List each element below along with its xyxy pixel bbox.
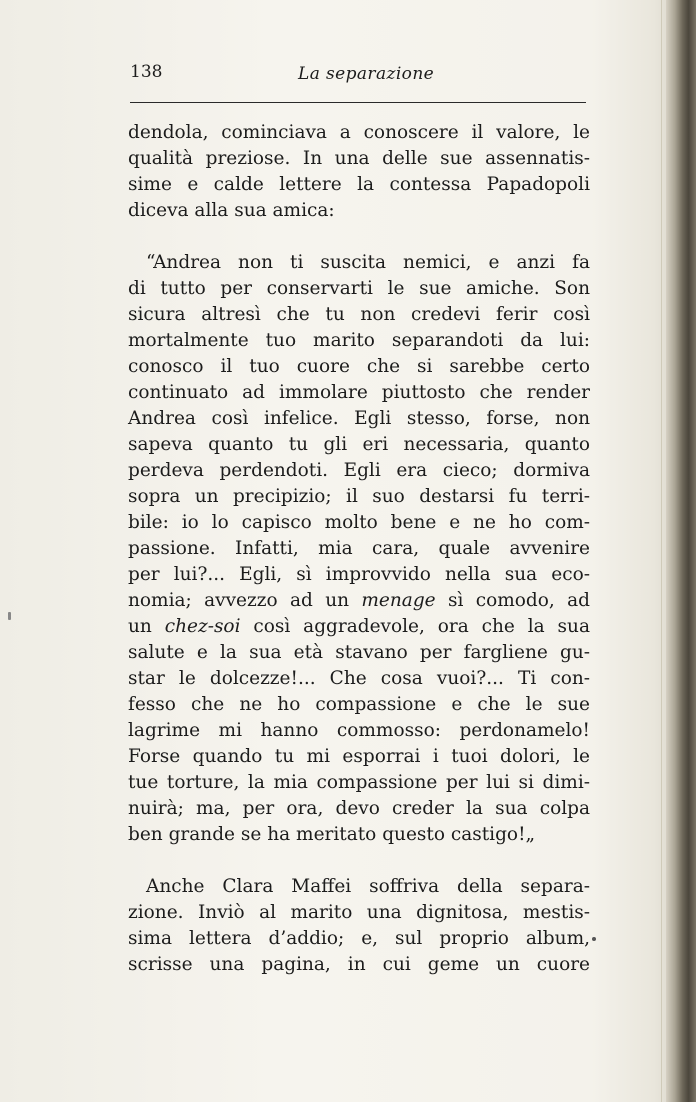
- paragraph-gap: [128, 848, 590, 874]
- text-line: zione. Inviò al marito una dignitosa, mestis-: [128, 902, 590, 923]
- text-line: conosco il tuo cuore che si sarebbe certo: [128, 356, 590, 377]
- text-line: tue torture, la mia compassione per lui si dimi-: [128, 772, 590, 793]
- paper-speck: [8, 612, 11, 620]
- text-line: passione. Infatti, mia cara, quale avvenire: [128, 538, 590, 559]
- body-text: [128, 120, 590, 978]
- text-line: Anche Clara Maffei soffriva della separa-: [146, 876, 590, 897]
- text-line: di tutto per conservarti le sue amiche. Son: [128, 278, 590, 299]
- italic-foreign-word: menage: [361, 590, 436, 611]
- text-line: nuirà; ma, per ora, devo creder la sua colpa: [128, 798, 590, 819]
- text-line: sime e calde lettere la contessa Papadopoli: [128, 174, 590, 195]
- text-line: sima lettera d’addio; e, sul proprio album,: [128, 928, 590, 949]
- line-segment: così aggradevole, ora che la sua: [240, 616, 590, 637]
- text-line: star le dolcezze!... Che cosa vuoi?... Ti con-: [128, 668, 590, 689]
- text-line: Andrea così infelice. Egli stesso, forse, non: [128, 408, 590, 429]
- header-rule: [130, 102, 586, 103]
- text-line: continuato ad immolare piuttosto che render: [128, 382, 590, 403]
- paragraph: [128, 874, 590, 978]
- italic-foreign-word: chez-soi: [164, 616, 241, 637]
- book-spine-shadow: [666, 0, 696, 1102]
- page-number: 138: [130, 62, 163, 82]
- page-header: [128, 62, 586, 88]
- text-line-with-italic: [128, 588, 590, 614]
- paper-speck: [592, 937, 596, 941]
- quoted-letter: [128, 250, 590, 848]
- text-line: qualità preziose. In una delle sue assennatis-: [128, 148, 590, 169]
- line-segment: sì comodo, ad: [435, 590, 590, 611]
- text-line: fesso che ne ho compassione e che le sue: [128, 694, 590, 715]
- line-segment: un: [128, 616, 165, 637]
- text-line: mortalmente tuo marito separandoti da lui:: [128, 330, 590, 351]
- text-line: lagrime mi hanno commosso: perdonamelo!: [128, 720, 590, 741]
- text-line: perdeva perdendoti. Egli era cieco; dormiva: [128, 460, 590, 481]
- paragraph: [128, 120, 590, 224]
- text-line: bile: io lo capisco molto bene e ne ho com-: [128, 512, 590, 533]
- text-line: sapeva quanto tu gli eri necessaria, quanto: [128, 434, 590, 455]
- text-line: scrisse una pagina, in cui geme un cuore: [128, 954, 590, 975]
- text-line: sicura altresì che tu non credevi ferir così: [128, 304, 590, 325]
- text-line: Forse quando tu mi esporrai i tuoi dolori, le: [128, 746, 590, 767]
- text-line: sopra un precipizio; il suo destarsi fu terri-: [128, 486, 590, 507]
- text-line: ben grande se ha meritato questo castigo!„: [128, 824, 536, 845]
- text-line: dendola, cominciava a conoscere il valore, le: [128, 122, 590, 143]
- text-line: “Andrea non ti suscita nemici, e anzi fa: [146, 252, 590, 273]
- text-line: per lui?... Egli, sì improvvido nella sua eco-: [128, 564, 590, 585]
- gutter-line: [661, 0, 662, 1102]
- text-line-with-italic: [128, 614, 590, 640]
- line-segment: nomia; avvezzo ad un: [128, 590, 362, 611]
- text-line: salute e la sua età stavano per fargliene gu-: [128, 642, 590, 663]
- text-line: diceva alla sua amica:: [128, 200, 335, 221]
- paragraph-gap: [128, 224, 590, 250]
- running-title: La separazione: [298, 64, 435, 84]
